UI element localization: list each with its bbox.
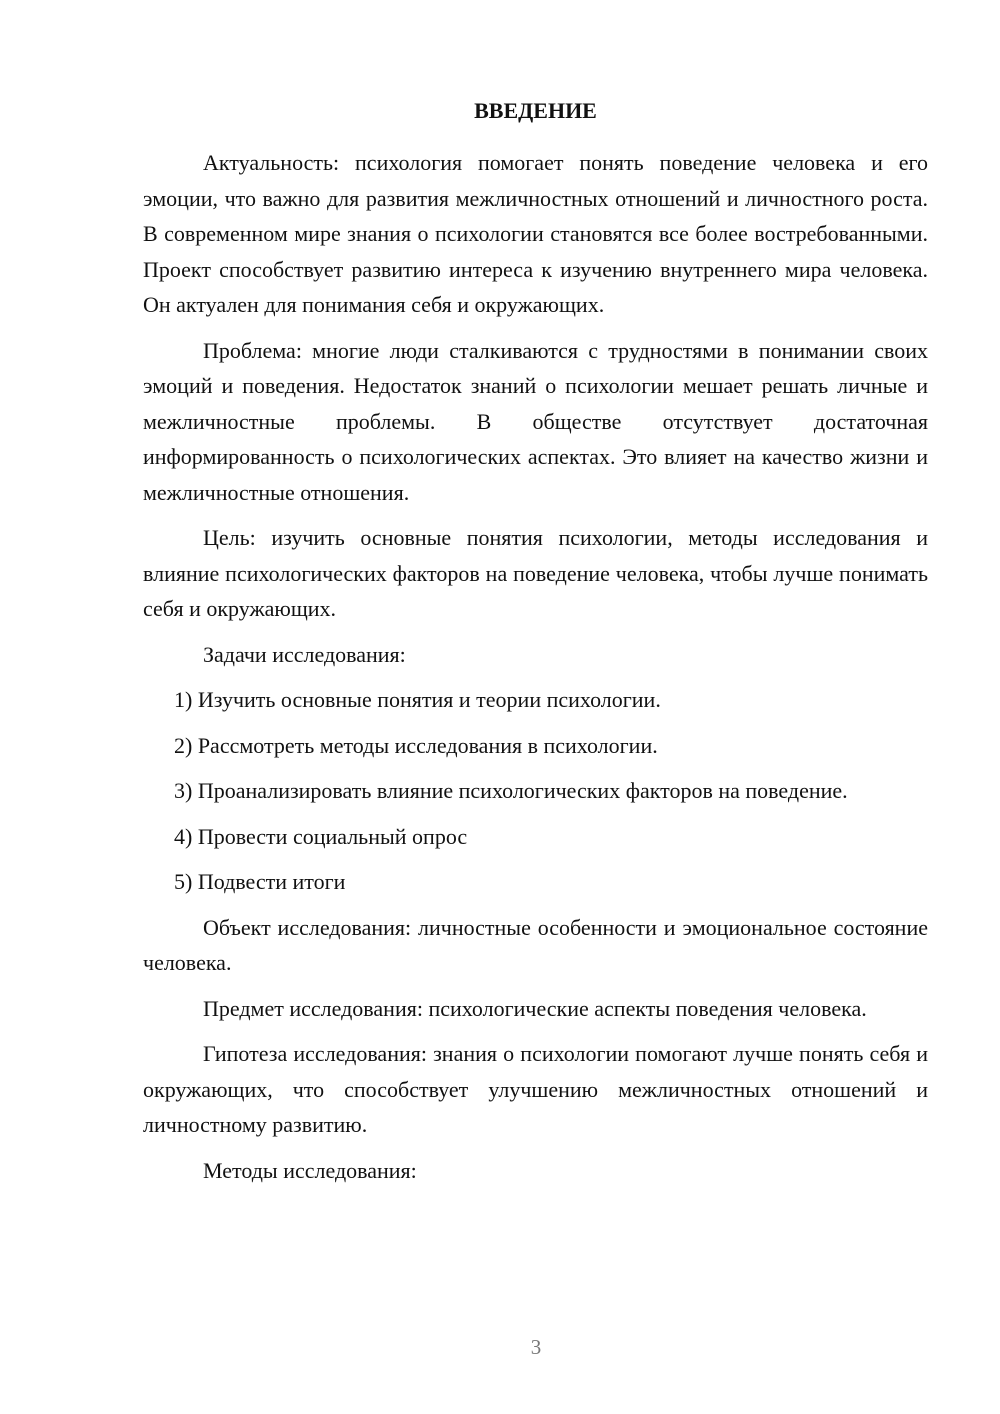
subject-paragraph: Предмет исследования: психологические аспекты поведения человека. [203, 995, 867, 1021]
problem-paragraph: Проблема: многие люди сталкиваются с трудностями в понимании своих эмоций и поведения. Недостаток знаний о психологии мешает решать личные и межличностные проблемы. В обществе отсутствует достаточная информированность о психологических аспектах. Это влияет на качество жизни и межличностные отношения. [143, 337, 928, 505]
task-item-5: 5) Подвести итоги [174, 869, 346, 894]
hypothesis-paragraph: Гипотеза исследования: знания о психологии помогают лучше понять себя и окружающих, что способствует улучшению межличностных отношений и личностному развитию. [143, 1041, 928, 1137]
tasks-heading: Задачи исследования: [203, 641, 406, 667]
task-item-4: 4) Провести социальный опрос [174, 823, 468, 849]
goal-paragraph: Цель: изучить основные понятия психологии, методы исследования и влияние психологических факторов на поведение человека, чтобы лучше понимать себя и окружающих. [143, 525, 928, 621]
object-paragraph: Объект исследования: личностные особенности и эмоциональное состояние человека. [143, 914, 928, 975]
section-title: ВВЕДЕНИЕ [474, 98, 597, 123]
relevance-paragraph: Актуальность: психология помогает понять поведение человека и его эмоции, что важно для развития межличностных отношений и личностного роста. В современном мире знания о психологии становятся все более востребованными. Проект способствует развитию интереса к изучению внутреннего мира человека. Он актуален для понимания себя и окружающих. [143, 150, 928, 317]
task-item-1: 1) Изучить основные понятия и теории психологии. [174, 687, 661, 712]
methods-heading: Методы исследования: [203, 1157, 417, 1183]
page-number: 3 [530, 1335, 542, 1359]
task-item-2: 2) Рассмотреть методы исследования в психологии. [174, 732, 658, 758]
document-body [143, 96, 928, 1198]
task-item-3: 3) Проанализировать влияние психологических факторов на поведение. [174, 778, 848, 803]
